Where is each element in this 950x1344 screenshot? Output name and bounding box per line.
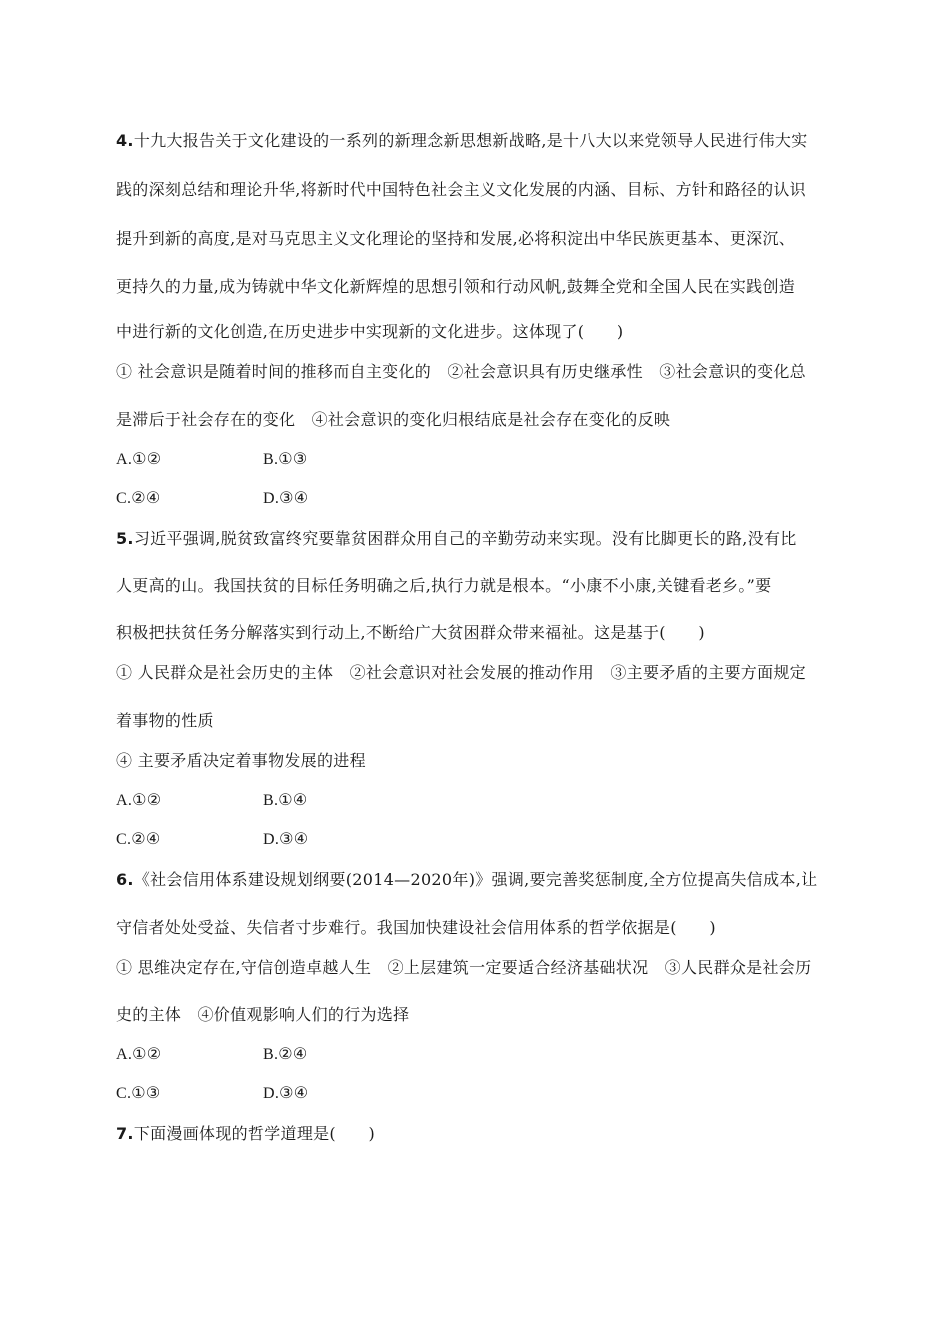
question-6-stem-line-2: 守信者处处受益、失信者寸步难行。我国加快建设社会信用体系的哲学依据是( ) <box>116 918 716 937</box>
choice-d[interactable]: D.③④ <box>263 490 309 507</box>
question-7-stem-line-1: 7.下面漫画体现的哲学道理是( ) <box>116 1124 376 1143</box>
question-4-stem-line-5: 中进行新的文化创造,在历史进步中实现新的文化进步。这体现了( ) <box>116 322 624 341</box>
question-7-number: 7. <box>116 1124 134 1143</box>
question-6-choice-row-1 <box>116 1045 308 1065</box>
choice-a[interactable]: A.①② <box>116 451 162 468</box>
question-6-choice-row-2 <box>116 1084 309 1104</box>
question-5-number: 5. <box>116 529 134 548</box>
question-5-stem-line-2: 人更高的山。我国扶贫的目标任务明确之后,执行力就是根本。“小康不小康,关键看老乡。”要 <box>116 576 772 595</box>
question-6-number: 6. <box>116 870 134 889</box>
choice-c[interactable]: C.①③ <box>116 1085 161 1102</box>
question-6-statements-line-1: ① 思维决定存在,守信创造卓越人生 ②上层建筑一定要适合经济基础状况 ③人民群众是社会历 <box>116 958 812 977</box>
choice-a[interactable]: A.①② <box>116 1046 162 1063</box>
choice-b[interactable]: B.②④ <box>263 1046 308 1063</box>
question-4-stem-line-4: 更持久的力量,成为铸就中华文化新辉煌的思想引领和行动风帆,鼓舞全党和全国人民在实践创造 <box>116 277 796 296</box>
choice-c[interactable]: C.②④ <box>116 831 161 848</box>
question-5-choice-row-2 <box>116 830 309 850</box>
question-4-stem-line-3: 提升到新的高度,是对马克思主义文化理论的坚持和发展,必将积淀出中华民族更基本、更深沉、 <box>116 229 796 248</box>
question-4-number: 4. <box>116 131 134 150</box>
choice-c[interactable]: C.②④ <box>116 490 161 507</box>
choice-b[interactable]: B.①④ <box>263 792 308 809</box>
question-4-stem-line-1: 4.十九大报告关于文化建设的一系列的新理念新思想新战略,是十八大以来党领导人民进行伟大实 <box>116 131 808 150</box>
question-5-choice-row-1 <box>116 791 308 811</box>
choice-b[interactable]: B.①③ <box>263 451 308 468</box>
choice-a[interactable]: A.①② <box>116 792 162 809</box>
question-4-statements-line-2: 是滞后于社会存在的变化 ④社会意识的变化归根结底是社会存在变化的反映 <box>116 410 671 429</box>
question-5-stem-line-3: 积极把扶贫任务分解落实到行动上,不断给广大贫困群众带来福祉。这是基于( ) <box>116 623 705 642</box>
choice-d[interactable]: D.③④ <box>263 1085 309 1102</box>
question-5-statements-line-3: ④ 主要矛盾决定着事物发展的进程 <box>116 751 366 770</box>
choice-d[interactable]: D.③④ <box>263 831 309 848</box>
question-6-statements-line-2: 史的主体 ④价值观影响人们的行为选择 <box>116 1005 410 1024</box>
question-5-statements-line-1: ① 人民群众是社会历史的主体 ②社会意识对社会发展的推动作用 ③主要矛盾的主要方面规定 <box>116 663 806 682</box>
question-6-stem-line-1: 6.《社会信用体系建设规划纲要(2014—2020年)》强调,要完善奖惩制度,全方位提高失信成本,让 <box>116 870 818 889</box>
question-5-stem-line-1: 5.习近平强调,脱贫致富终究要靠贫困群众用自己的辛勤劳动来实现。没有比脚更长的路,没有比 <box>116 529 797 548</box>
question-5-statements-line-2: 着事物的性质 <box>116 711 214 730</box>
question-4-statements-line-1: ① 社会意识是随着时间的推移而自主变化的 ②社会意识具有历史继承性 ③社会意识的变化总 <box>116 362 806 381</box>
question-4-stem-line-2: 践的深刻总结和理论升华,将新时代中国特色社会主义文化发展的内涵、目标、方针和路径的认识 <box>116 180 806 199</box>
question-4-choice-row-2 <box>116 489 309 509</box>
question-4-choice-row-1 <box>116 450 308 470</box>
